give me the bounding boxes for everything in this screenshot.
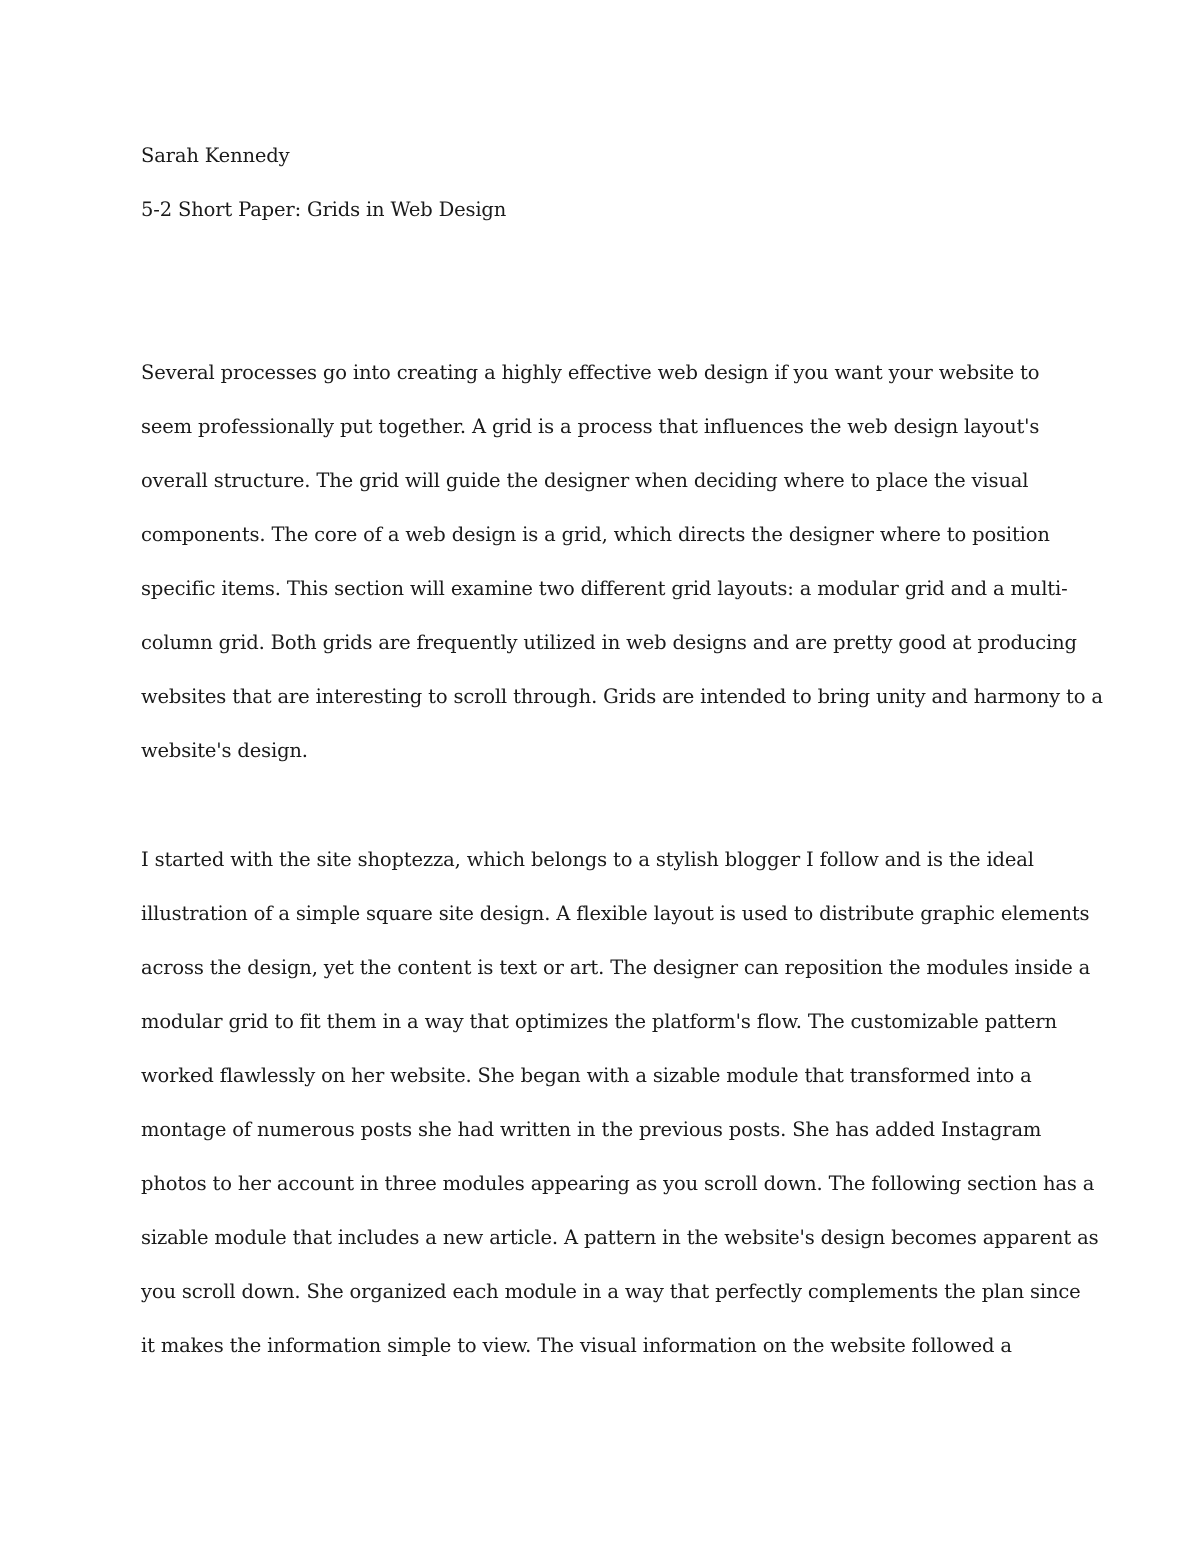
paragraph-line: I started with the site shoptezza, which belongs to a stylish blogger I follow and is the ideal bbox=[141, 848, 1034, 871]
paragraph-line: it makes the information simple to view. The visual information on the website followed a bbox=[141, 1334, 1012, 1357]
paper-title: 5-2 Short Paper: Grids in Web Design bbox=[141, 198, 507, 221]
paragraph-line: Several processes go into creating a highly effective web design if you want your website to bbox=[141, 361, 1040, 384]
paragraph-line: worked flawlessly on her website. She began with a sizable module that transformed into a bbox=[141, 1064, 1032, 1087]
paragraph-line: overall structure. The grid will guide the designer when deciding where to place the visual bbox=[141, 469, 1029, 492]
author-name: Sarah Kennedy bbox=[141, 144, 290, 167]
paragraph-line: sizable module that includes a new article. A pattern in the website's design becomes apparent as bbox=[141, 1226, 1099, 1249]
paragraph-line: websites that are interesting to scroll through. Grids are intended to bring unity and harmony to a bbox=[141, 685, 1103, 708]
paragraph-line: you scroll down. She organized each module in a way that perfectly complements the plan since bbox=[141, 1280, 1081, 1303]
paragraph-line: website's design. bbox=[141, 739, 308, 762]
paragraph-line: across the design, yet the content is text or art. The designer can reposition the modules inside a bbox=[141, 956, 1091, 979]
paragraph-line: column grid. Both grids are frequently utilized in web designs and are pretty good at producing bbox=[141, 631, 1077, 654]
paragraph-line: modular grid to fit them in a way that optimizes the platform's flow. The customizable pattern bbox=[141, 1010, 1057, 1033]
paragraph-line: montage of numerous posts she had written in the previous posts. She has added Instagram bbox=[141, 1118, 1042, 1141]
paragraph-line: components. The core of a web design is a grid, which directs the designer where to position bbox=[141, 523, 1050, 546]
paragraph-line: illustration of a simple square site design. A flexible layout is used to distribute graphic elements bbox=[141, 902, 1090, 925]
paragraph-line: photos to her account in three modules appearing as you scroll down. The following section has a bbox=[141, 1172, 1095, 1195]
paragraph-line: specific items. This section will examine two different grid layouts: a modular grid and a multi- bbox=[141, 577, 1068, 600]
paragraph-line: seem professionally put together. A grid is a process that influences the web design layout's bbox=[141, 415, 1040, 438]
